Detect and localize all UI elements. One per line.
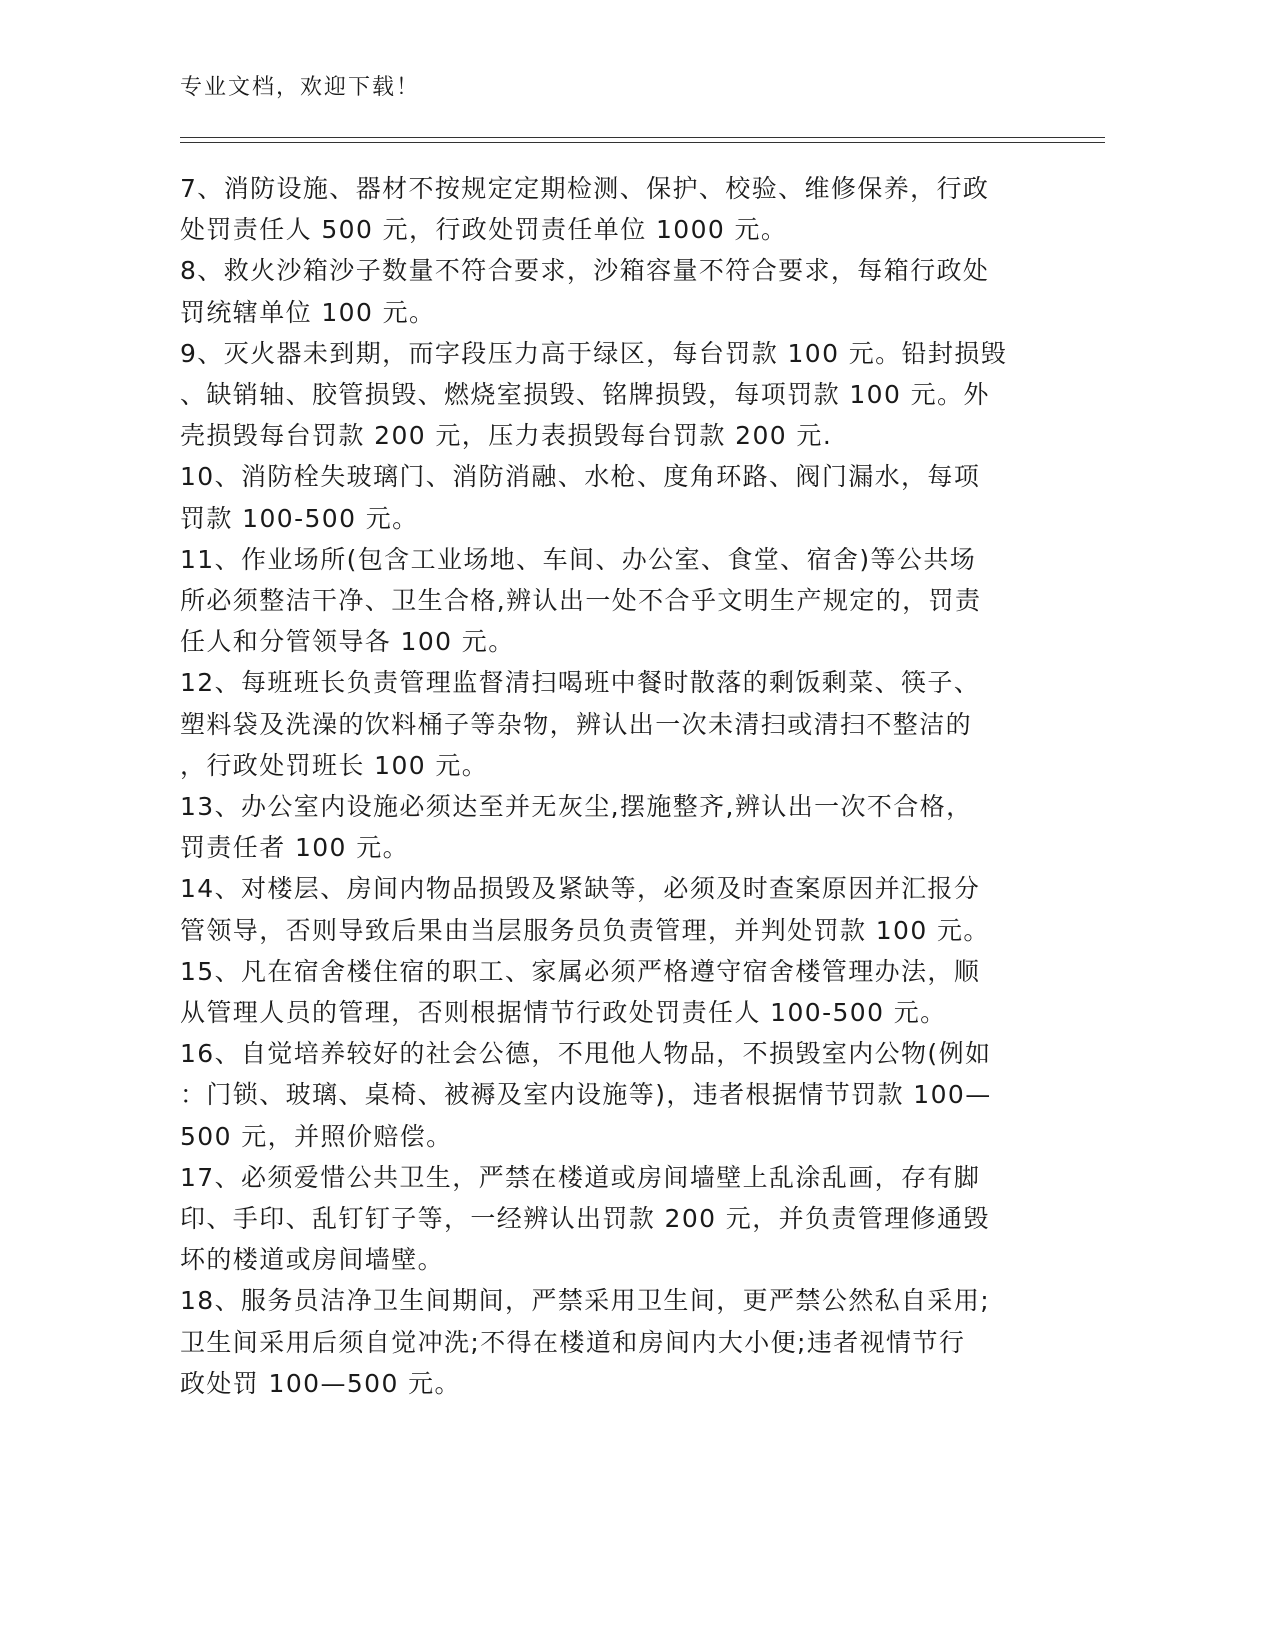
document-body xyxy=(180,168,1030,1404)
clause-12: 12、每班班长负责管理监督清扫喝班中餐时散落的剩饭剩菜、筷子、 塑料袋及洗澡的饮料桶子等杂物，辨认出一次未清扫或清扫不整洁的 ，行政处罚班长 100 元。 xyxy=(180,668,981,780)
clause-14: 14、对楼层、房间内物品损毁及紧缺等，必须及时查案原因并汇报分 管领导，否则导致后果由当层服务员负责管理，并判处罚款 100 元。 xyxy=(180,874,990,945)
clause-9: 9、灭火器未到期，而字段压力高于绿区，每台罚款 100 元。铅封损毁 、缺销轴、胶管损毁、燃烧室损毁、铭牌损毁，每项罚款 100 元。外 壳损毁每台罚款 200 元，压力表损毁每台罚款 200 元. xyxy=(180,338,1008,451)
page-header: 专业文档，欢迎下载！ xyxy=(180,75,421,100)
clause-16: 16、自觉培养较好的社会公德，不甩他人物品，不损毁室内公物(例如 ：门锁、玻璃、桌椅、被褥及室内设施等)，违者根据情节罚款 100— 500 元，并照价赔偿。 xyxy=(180,1039,992,1151)
clause-7: 7、消防设施、器材不按规定定期检测、保护、校验、维修保养，行政 处罚责任人 500 元，行政处罚责任单位 1000 元。 xyxy=(180,174,990,245)
clause-15: 15、凡在宿舍楼住宿的职工、家属必须严格遵守宿舍楼管理办法，顺 从管理人员的管理，否则根据情节行政处罚责任人 100-500 元。 xyxy=(180,956,981,1028)
clause-17: 17、必须爱惜公共卫生，严禁在楼道或房间墙壁上乱涂乱画，存有脚 印、手印、乱钉钉子等，一经辨认出罚款 200 元，并负责管理修通毁 坏的楼道或房间墙壁。 xyxy=(180,1162,990,1275)
clause-18: 18、服务员洁净卫生间期间，严禁采用卫生间，更严禁公然私自采用; 卫生间采用后须自觉冲洗;不得在楼道和房间内大小便;违者视情节行 政处罚 100—500 元。 xyxy=(180,1286,991,1398)
clause-13: 13、办公室内设施必须达至并无灰尘,摆施整齐,辨认出一次不合格， 罚责任者 100 元。 xyxy=(180,792,973,863)
clause-11: 11、作业场所(包含工业场地、车间、办公室、食堂、宿舍)等公共场 所必须整洁干净、卫生合格,辨认出一处不合乎文明生产规定的，罚责 任人和分管领导各 100 元。 xyxy=(180,544,982,657)
clause-10: 10、消防栓失玻璃门、消防消融、水枪、度角环路、阀门漏水，每项 罚款 100-500 元。 xyxy=(180,462,981,533)
clause-8: 8、救火沙箱沙子数量不符合要求，沙箱容量不符合要求，每箱行政处 罚统辖单位 100 元。 xyxy=(180,256,990,327)
header-divider xyxy=(180,137,1105,143)
